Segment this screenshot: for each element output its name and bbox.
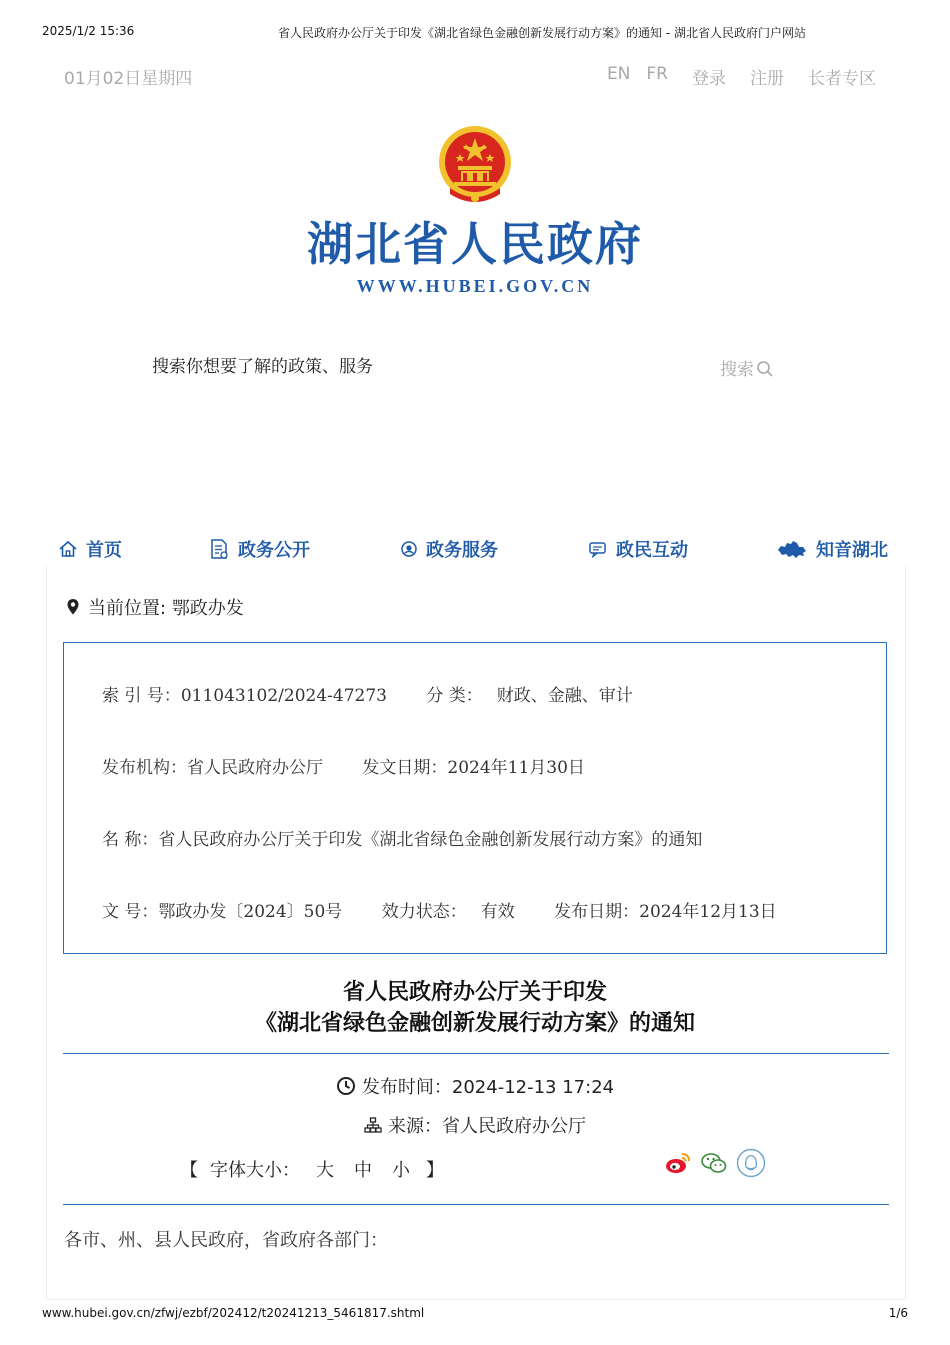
publish-time-label: 发布时间： xyxy=(361,1077,452,1098)
article-source xyxy=(0,1112,950,1138)
nav-item-gov-affairs[interactable] xyxy=(208,536,310,562)
meta-row-issuer xyxy=(102,753,585,778)
document-icon xyxy=(208,538,230,560)
clock-icon xyxy=(336,1076,356,1096)
meta-name-value: 省人民政府办公厅关于印发《湖北省绿色金融创新发展行动方案》的通知 xyxy=(158,830,703,850)
article-title-line2: 《湖北省绿色金融创新发展行动方案》的通知 xyxy=(254,1011,695,1036)
publish-time-value: 2024-12-13 17:24 xyxy=(451,1077,615,1098)
nav-item-label: 政民互动 xyxy=(616,540,688,561)
meta-row-index xyxy=(102,681,633,706)
breadcrumb-separator: : xyxy=(160,598,167,619)
font-size-large-button[interactable]: 大 xyxy=(316,1160,334,1181)
national-emblem-icon xyxy=(436,124,514,206)
service-icon xyxy=(400,540,418,558)
chat-icon xyxy=(588,540,608,558)
meta-issuer-value: 省人民政府办公厅 xyxy=(187,758,323,778)
login-link[interactable]: 登录 xyxy=(692,69,726,89)
meta-name-label: 名 称： xyxy=(102,830,159,850)
meta-pubdate-label: 发布日期： xyxy=(554,902,640,922)
print-timestamp: 2025/1/2 15:36 xyxy=(42,24,135,38)
font-size-controls xyxy=(180,1156,444,1182)
lang-fr-link[interactable]: FR xyxy=(646,64,668,84)
meta-row-name xyxy=(102,825,702,850)
top-links xyxy=(607,64,876,89)
main-nav xyxy=(58,536,898,566)
print-url: www.hubei.gov.cn/zfwj/ezbf/202412/t20241213_5461817.shtml xyxy=(42,1306,425,1320)
search-button-label: 搜索 xyxy=(720,360,754,380)
home-icon xyxy=(58,539,78,559)
divider xyxy=(63,1204,889,1205)
hubei-map-icon xyxy=(776,538,808,560)
location-pin-icon xyxy=(66,598,80,616)
weibo-icon[interactable] xyxy=(664,1150,692,1176)
nav-item-gov-service[interactable] xyxy=(400,536,498,562)
sitemap-icon xyxy=(364,1117,382,1133)
font-size-bracket-close: 】 xyxy=(426,1160,444,1181)
print-page-title: 省人民政府办公厅关于印发《湖北省绿色金融创新发展行动方案》的通知 - 湖北省人民政府门户网站 xyxy=(278,26,806,40)
meta-docno-label: 文 号： xyxy=(102,902,159,922)
font-size-medium-button[interactable]: 中 xyxy=(354,1160,372,1181)
lang-en-link[interactable]: EN xyxy=(606,64,631,84)
nav-item-home[interactable] xyxy=(58,536,122,562)
search-input[interactable] xyxy=(150,352,674,382)
site-logo-url: WWW.HUBEI.GOV.CN xyxy=(356,276,594,296)
meta-status-label: 效力状态： xyxy=(381,902,467,922)
font-size-bracket-open: 【 xyxy=(180,1160,198,1181)
search-button[interactable] xyxy=(720,355,774,380)
nav-item-label: 知音湖北 xyxy=(816,540,888,561)
article-title-line1: 省人民政府办公厅关于印发 xyxy=(342,980,607,1005)
breadcrumb-label: 当前位置 xyxy=(88,598,160,619)
nav-item-label: 政务公开 xyxy=(238,540,310,561)
font-size-label: 字体大小： xyxy=(210,1160,300,1181)
article-title xyxy=(0,977,950,1039)
elderly-zone-link[interactable]: 长者专区 xyxy=(808,69,876,89)
share-buttons xyxy=(664,1148,766,1178)
nav-item-interaction[interactable] xyxy=(588,536,688,562)
search-icon xyxy=(756,359,774,377)
publish-time xyxy=(0,1073,950,1099)
meta-pubdate-value: 2024年12月13日 xyxy=(639,902,777,922)
source-label: 来源： xyxy=(388,1116,442,1137)
meta-issuer-label: 发布机构： xyxy=(102,758,187,778)
font-size-small-button[interactable]: 小 xyxy=(392,1160,410,1181)
article-first-paragraph: 各市、州、县人民政府，省政府各部门： xyxy=(64,1230,388,1251)
current-date: 01月02日星期四 xyxy=(64,69,193,89)
source-value: 省人民政府办公厅 xyxy=(442,1116,586,1137)
nav-item-label: 首页 xyxy=(86,540,122,561)
meta-date-value: 2024年11月30日 xyxy=(447,758,585,778)
divider xyxy=(63,1053,889,1054)
wechat-icon[interactable] xyxy=(700,1150,728,1176)
qq-icon[interactable] xyxy=(736,1148,766,1178)
print-page-number: 1/6 xyxy=(888,1306,908,1320)
register-link[interactable]: 注册 xyxy=(750,69,784,89)
meta-docno-value: 鄂政办发〔2024〕50号 xyxy=(158,902,343,922)
nav-item-zhiyin-hubei[interactable] xyxy=(776,536,888,562)
meta-row-docno xyxy=(102,897,777,922)
meta-index-label: 索 引 号： xyxy=(102,686,181,706)
meta-category-value: 财政、金融、审计 xyxy=(496,686,633,706)
meta-index-value: 011043102/2024-47273 xyxy=(180,686,387,706)
meta-category-label: 分 类： xyxy=(426,686,483,706)
document-meta-box xyxy=(63,642,887,954)
nav-item-label: 政务服务 xyxy=(426,540,498,561)
site-logo-name[interactable]: 湖北省人民政府 xyxy=(307,217,643,271)
breadcrumb-current[interactable]: 鄂政办发 xyxy=(171,598,244,619)
breadcrumb xyxy=(66,594,244,620)
meta-date-label: 发文日期： xyxy=(362,758,448,778)
meta-status-value: 有效 xyxy=(480,902,515,922)
